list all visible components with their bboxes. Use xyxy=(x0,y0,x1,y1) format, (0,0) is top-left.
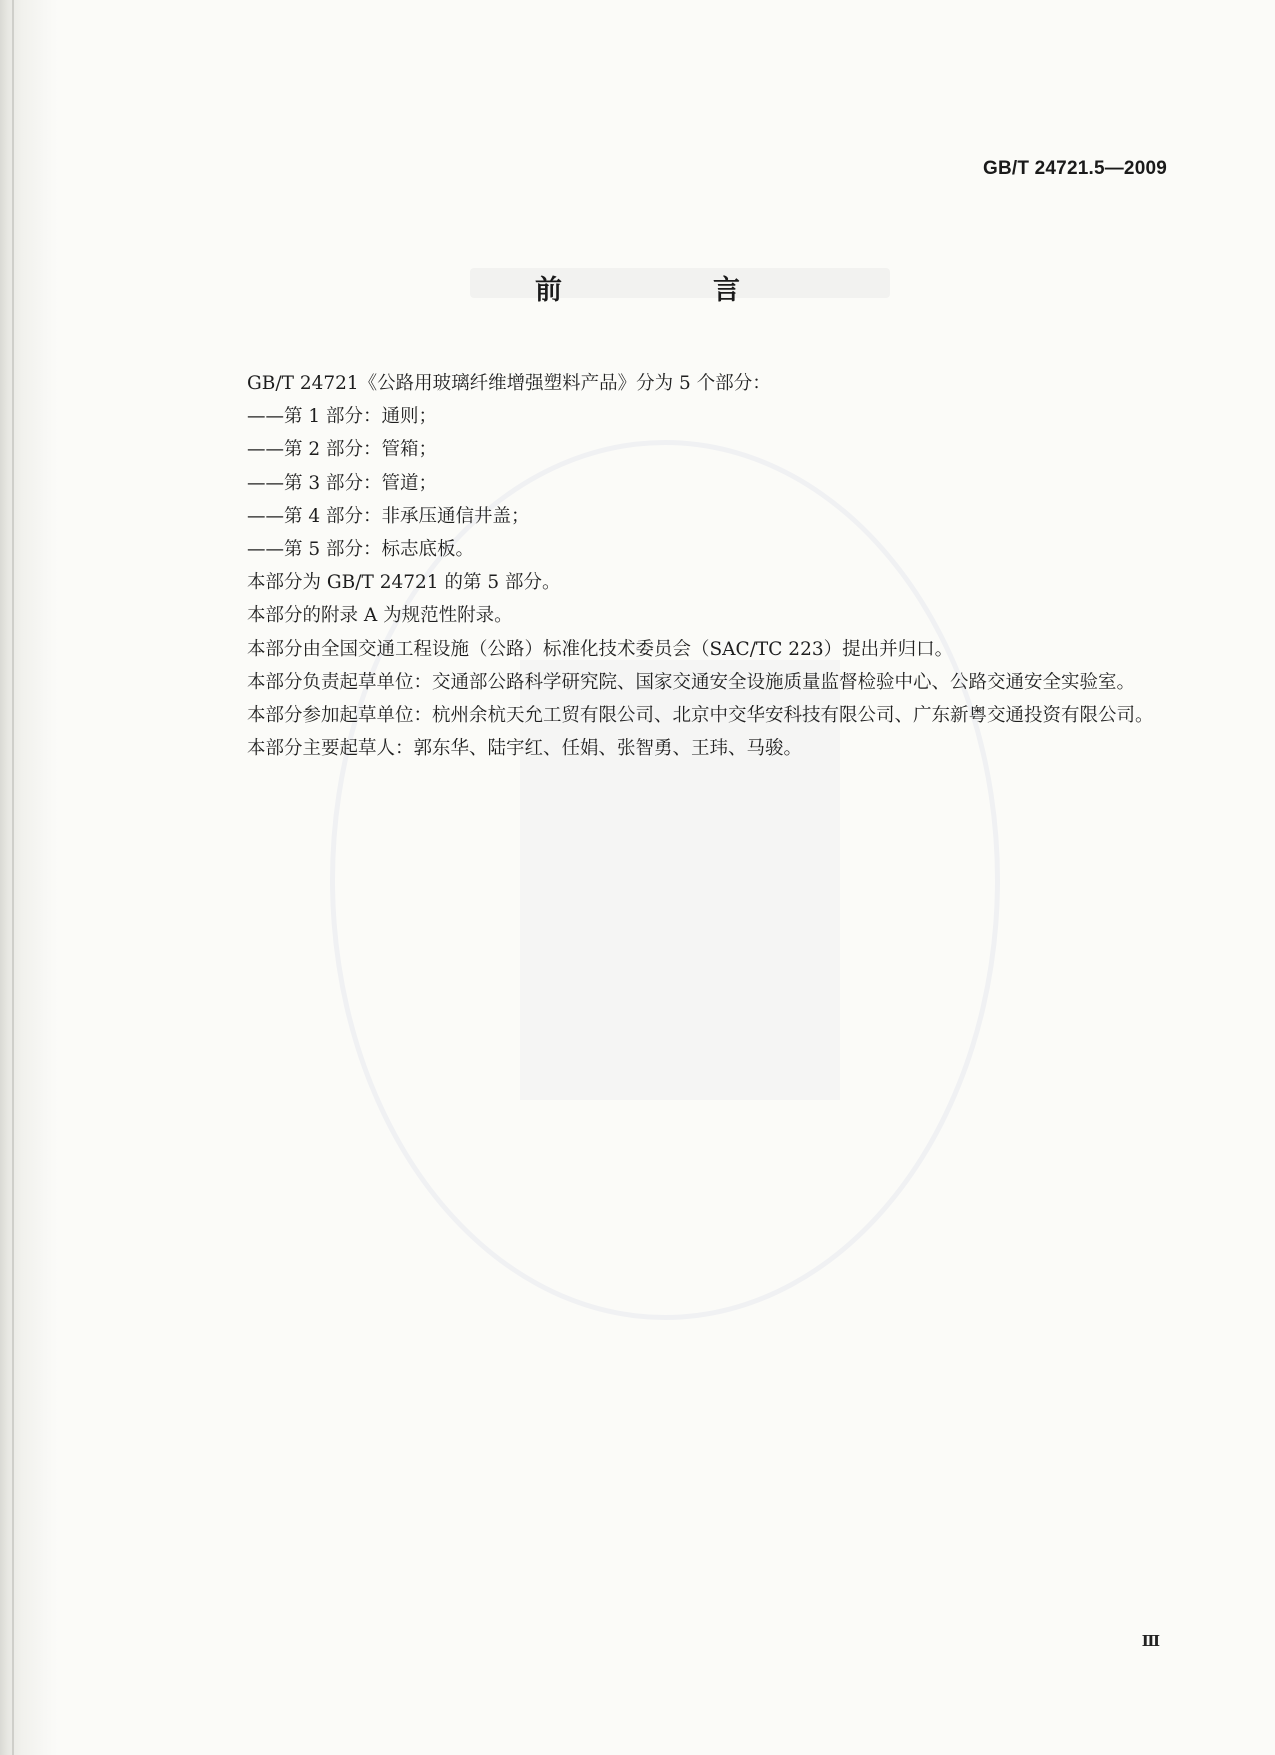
part-list-item-5: ——第 5 部分：标志底板。 xyxy=(247,539,475,561)
intro-paragraph: GB/T 24721《公路用玻璃纤维增强塑料产品》分为 5 个部分： xyxy=(247,373,771,394)
document-body xyxy=(203,367,1169,765)
paragraph-annex: 本部分的附录 A 为规范性附录。 xyxy=(247,605,513,627)
part-list-item-1: ——第 1 部分：通则； xyxy=(247,406,438,428)
paragraph-lead-drafters: 本部分负责起草单位：交通部公路科学研究院、国家交通安全设施质量监督检验中心、公路交通安全实验室。 xyxy=(247,671,1136,693)
part-list-item-3: ——第 3 部分：管道； xyxy=(247,472,438,494)
part-list-item-2: ——第 2 部分：管箱； xyxy=(247,439,438,461)
standard-number: GB/T 24721.5—2009 xyxy=(982,158,1167,179)
page-title: 前 言 xyxy=(535,275,802,306)
page-number: Ⅲ xyxy=(1141,1632,1160,1650)
paragraph-proposer: 本部分由全国交通工程设施（公路）标准化技术委员会（SAC/TC 223）提出并归口。 xyxy=(247,638,954,660)
scan-edge-shadow xyxy=(0,0,58,1755)
scan-edge-line xyxy=(12,0,14,1755)
part-list-item-4: ——第 4 部分：非承压通信井盖； xyxy=(247,505,530,527)
paragraph-participating-drafters: 本部分参加起草单位：杭州余杭天允工贸有限公司、北京中交华安科技有限公司、广东新粤交通投资有限公司。 xyxy=(247,705,1154,727)
paragraph-part-number: 本部分为 GB/T 24721 的第 5 部分。 xyxy=(247,572,561,594)
paragraph-main-authors: 本部分主要起草人：郭东华、陆宇红、任娟、张智勇、王玮、马骏。 xyxy=(247,738,803,760)
